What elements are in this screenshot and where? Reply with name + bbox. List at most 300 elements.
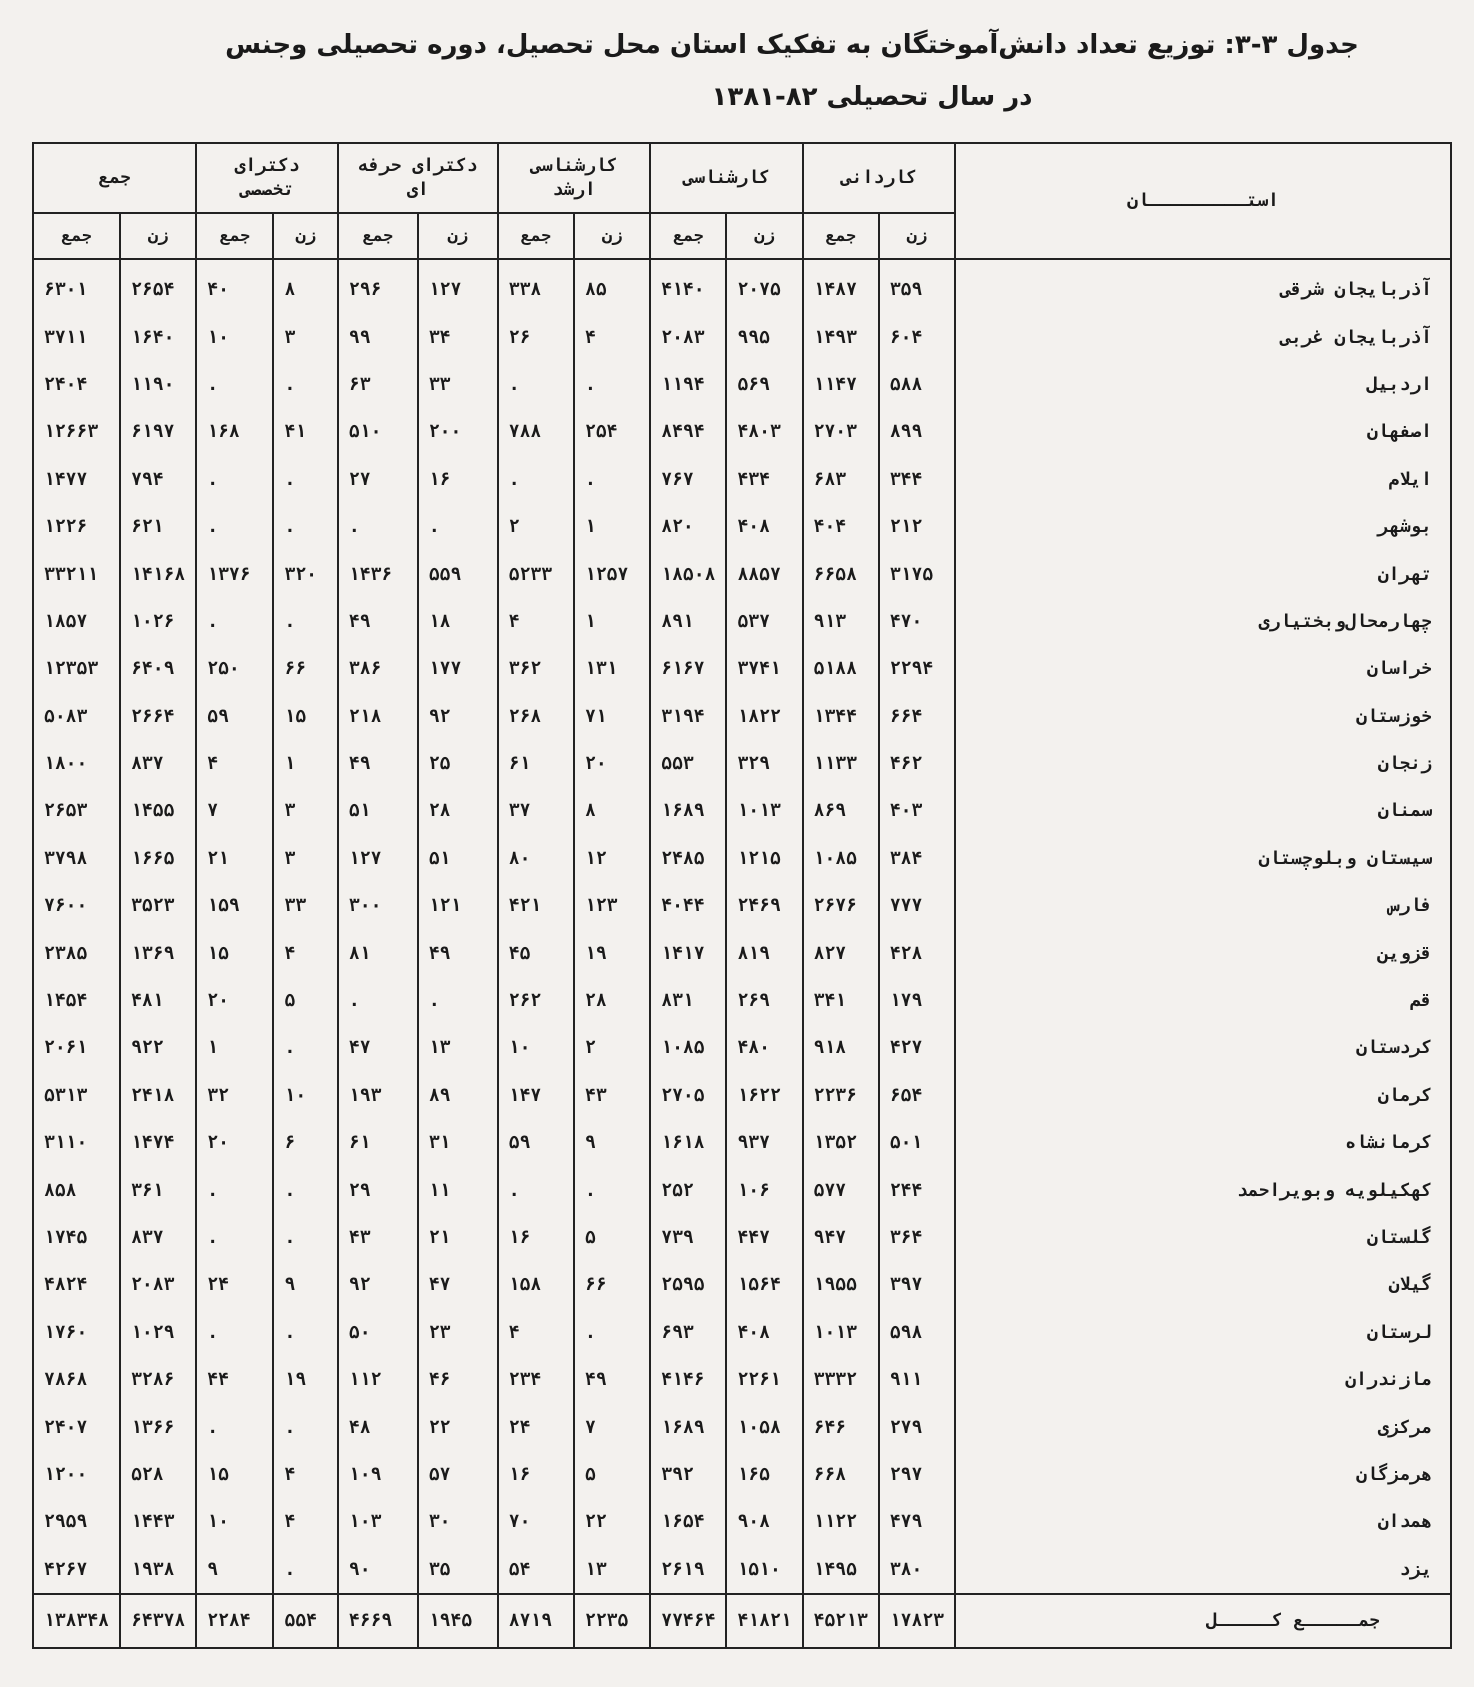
value-cell: ۱۵۱۰ <box>726 1546 802 1594</box>
value-cell: . <box>338 503 418 550</box>
value-cell: ۱۳۵۲ <box>803 1119 879 1166</box>
value-cell: ۶۶۸ <box>803 1451 879 1498</box>
value-cell: ۲۵ <box>418 740 498 787</box>
value-cell: . <box>196 1309 273 1356</box>
value-cell: ۴ <box>196 740 273 787</box>
subheader-female: زن <box>574 213 650 259</box>
value-cell: ۲۱ <box>418 1214 498 1261</box>
value-cell: ۴۸۰ <box>726 1024 802 1071</box>
province-cell: گیلان <box>955 1261 1451 1308</box>
value-cell: ۵۴ <box>498 1546 574 1594</box>
value-cell: . <box>196 503 273 550</box>
group-header-total: جمع <box>33 143 196 213</box>
value-cell: ۱۵ <box>196 1451 273 1498</box>
value-cell: ۱۹ <box>574 929 650 976</box>
value-cell: ۸۹۹ <box>879 408 955 455</box>
value-cell: ۷۶۷ <box>650 456 726 503</box>
value-cell: . <box>574 1166 650 1213</box>
value-cell: ۱۴۷ <box>498 1072 574 1119</box>
value-cell: ۱۰ <box>196 313 273 360</box>
value-cell: ۷۶۰۰ <box>33 882 120 929</box>
value-cell: ۷ <box>196 787 273 834</box>
value-cell: ۹۲۲ <box>120 1024 196 1071</box>
value-cell: ۲۹۷ <box>879 1451 955 1498</box>
value-cell: ۴۷۹ <box>879 1498 955 1545</box>
table-row <box>33 503 1451 550</box>
value-cell: ۱۱۹۰ <box>120 361 196 408</box>
value-cell: ۱۶ <box>418 456 498 503</box>
value-cell: ۴۹ <box>338 740 418 787</box>
value-cell: ۵ <box>574 1214 650 1261</box>
province-cell: تهران <box>955 550 1451 597</box>
value-cell: ۲ <box>574 1024 650 1071</box>
value-cell: ۶۲۱ <box>120 503 196 550</box>
value-cell: ۳۲۰ <box>273 550 337 597</box>
value-cell: ۳۰۰ <box>338 882 418 929</box>
value-cell: ۵۸۸ <box>879 361 955 408</box>
value-cell: ۵۹۸ <box>879 1309 955 1356</box>
value-cell: ۱۷۹ <box>879 977 955 1024</box>
subheader-total: جمع <box>498 213 574 259</box>
value-cell: . <box>574 361 650 408</box>
province-cell: ایلام <box>955 456 1451 503</box>
value-cell: . <box>273 1024 337 1071</box>
value-cell: ۲۱۲ <box>879 503 955 550</box>
table-row <box>33 1166 1451 1213</box>
table-body <box>33 259 1451 1594</box>
value-cell: ۱۲۵۷ <box>574 550 650 597</box>
province-cell: چهارمحال‌وبختیاری <box>955 598 1451 645</box>
value-cell: ۸۲۷ <box>803 929 879 976</box>
value-cell: ۱۴۹۵ <box>803 1546 879 1594</box>
value-cell: ۴۰۸ <box>726 503 802 550</box>
table-row <box>33 1546 1451 1594</box>
value-cell: ۴۲۸ <box>879 929 955 976</box>
value-cell: ۲۴۸۵ <box>650 835 726 882</box>
value-cell: ۱۳۱ <box>574 645 650 692</box>
value-cell: ۷۹۴ <box>120 456 196 503</box>
value-cell: ۱۲۷ <box>338 835 418 882</box>
value-cell: ۳۳۸ <box>498 259 574 313</box>
value-cell: ۲۹۶ <box>338 259 418 313</box>
value-cell: ۷۳۹ <box>650 1214 726 1261</box>
value-cell: ۲۲۹۴ <box>879 645 955 692</box>
subheader-female: زن <box>726 213 802 259</box>
value-cell: ۲۲۶۱ <box>726 1356 802 1403</box>
province-cell: قم <box>955 977 1451 1024</box>
table-row <box>33 550 1451 597</box>
table-row <box>33 693 1451 740</box>
value-cell: ۸۱۹ <box>726 929 802 976</box>
value-cell: ۳ <box>273 787 337 834</box>
value-cell: ۱۷۷ <box>418 645 498 692</box>
value-cell: ۵۵۳ <box>650 740 726 787</box>
value-cell: ۵۱۸۸ <box>803 645 879 692</box>
value-cell: ۴ <box>273 929 337 976</box>
value-cell: ۱۴۴۳ <box>120 1498 196 1545</box>
value-cell: ۲۳ <box>418 1309 498 1356</box>
value-cell: ۱۲ <box>574 835 650 882</box>
value-cell: ۸۰ <box>498 835 574 882</box>
value-cell: ۳۳۳۲ <box>803 1356 879 1403</box>
value-cell: ۱۰۱۳ <box>726 787 802 834</box>
total-cell: ۴۱۸۲۱ <box>726 1594 802 1648</box>
value-cell: . <box>196 598 273 645</box>
value-cell: ۱۰۲۹ <box>120 1309 196 1356</box>
value-cell: ۱۲۱۵ <box>726 835 802 882</box>
value-cell: ۶۵۴ <box>879 1072 955 1119</box>
value-cell: ۷۰ <box>498 1498 574 1545</box>
table-row <box>33 1119 1451 1166</box>
value-cell: ۳۰ <box>418 1498 498 1545</box>
value-cell: ۱۳۶۹ <box>120 929 196 976</box>
value-cell: ۳ <box>273 835 337 882</box>
value-cell: ۲۶ <box>498 313 574 360</box>
value-cell: ۳۳۲۱۱ <box>33 550 120 597</box>
value-cell: ۳۴ <box>418 313 498 360</box>
value-cell: ۱۸۰۰ <box>33 740 120 787</box>
value-cell: ۶۱ <box>498 740 574 787</box>
value-cell: ۸۳۷ <box>120 740 196 787</box>
total-cell: ۵۵۴ <box>273 1594 337 1648</box>
value-cell: . <box>273 1166 337 1213</box>
value-cell: ۹۰ <box>338 1546 418 1594</box>
value-cell: ۱۵۶۴ <box>726 1261 802 1308</box>
total-cell: ۱۹۴۵ <box>418 1594 498 1648</box>
value-cell: . <box>338 977 418 1024</box>
value-cell: ۷۱ <box>574 693 650 740</box>
table-row <box>33 1024 1451 1071</box>
table-subtitle: در سال تحصیلی ۸۲-۱۳۸۱ <box>711 82 1033 112</box>
value-cell: ۱۰ <box>498 1024 574 1071</box>
group-header-associate: کاردانی <box>803 143 955 213</box>
table-row <box>33 1356 1451 1403</box>
value-cell: ۲۶۲ <box>498 977 574 1024</box>
value-cell: ۴۹ <box>338 598 418 645</box>
province-cell: کرمانشاه <box>955 1119 1451 1166</box>
value-cell: ۱۶۵ <box>726 1451 802 1498</box>
value-cell: ۱۶ <box>498 1214 574 1261</box>
subheader-female: زن <box>120 213 196 259</box>
value-cell: ۱۸۵۷ <box>33 598 120 645</box>
value-cell: ۱۵ <box>196 929 273 976</box>
value-cell: ۱۶۸۹ <box>650 1403 726 1450</box>
value-cell: ۲۰ <box>196 1119 273 1166</box>
table-row <box>33 787 1451 834</box>
value-cell: ۳۴۱ <box>803 977 879 1024</box>
value-cell: ۳۶۴ <box>879 1214 955 1261</box>
value-cell: ۲۴ <box>498 1403 574 1450</box>
value-cell: ۸۱ <box>338 929 418 976</box>
value-cell: ۲۰۷۵ <box>726 259 802 313</box>
table-row <box>33 645 1451 692</box>
value-cell: ۴۲۷ <box>879 1024 955 1071</box>
table-row <box>33 1498 1451 1545</box>
value-cell: ۵۷۷ <box>803 1166 879 1213</box>
value-cell: ۱۹۳ <box>338 1072 418 1119</box>
value-cell: ۱۱۹۴ <box>650 361 726 408</box>
value-cell: ۴ <box>498 598 574 645</box>
subheader-female: زن <box>418 213 498 259</box>
value-cell: ۸ <box>574 787 650 834</box>
value-cell: ۲۷۰۵ <box>650 1072 726 1119</box>
value-cell: ۵۰۸۳ <box>33 693 120 740</box>
value-cell: ۵۲۸ <box>120 1451 196 1498</box>
province-header: استـــــــــان <box>955 143 1451 259</box>
value-cell: . <box>574 456 650 503</box>
value-cell: ۱۳ <box>574 1546 650 1594</box>
value-cell: ۵۰ <box>338 1309 418 1356</box>
value-cell: ۲۰ <box>196 977 273 1024</box>
value-cell: ۱۴۹۳ <box>803 313 879 360</box>
value-cell: ۲۶۷۶ <box>803 882 879 929</box>
total-cell: ۱۷۸۲۳ <box>879 1594 955 1648</box>
value-cell: ۴۱۴۶ <box>650 1356 726 1403</box>
value-cell: . <box>196 1166 273 1213</box>
province-cell: مازندران <box>955 1356 1451 1403</box>
value-cell: ۶۴۰۹ <box>120 645 196 692</box>
value-cell: ۲۹۵۹ <box>33 1498 120 1545</box>
province-cell: کهکیلویه وبویراحمد <box>955 1166 1451 1213</box>
value-cell: ۱۳۶۶ <box>120 1403 196 1450</box>
value-cell: ۶۳۰۱ <box>33 259 120 313</box>
value-cell: ۳۲۹ <box>726 740 802 787</box>
value-cell: ۱۵۸ <box>498 1261 574 1308</box>
group-header-bachelor: کارشناسی <box>650 143 802 213</box>
header-row-groups <box>33 143 1451 213</box>
value-cell: ۴۰ <box>196 259 273 313</box>
table-row <box>33 1403 1451 1450</box>
value-cell: ۱۱۴۷ <box>803 361 879 408</box>
value-cell: ۸۵۸ <box>33 1166 120 1213</box>
value-cell: . <box>498 1166 574 1213</box>
table-title: جدول ۳-۳: توزیع تعداد دانش‌آموختگان به تفکیک استان محل تحصیل، دوره تحصیلی وجنس <box>225 30 1359 60</box>
value-cell: ۹۴۷ <box>803 1214 879 1261</box>
province-cell: زنجان <box>955 740 1451 787</box>
value-cell: ۹ <box>574 1119 650 1166</box>
value-cell: ۴ <box>273 1451 337 1498</box>
value-cell: ۲۶۱۹ <box>650 1546 726 1594</box>
value-cell: ۵۱ <box>418 835 498 882</box>
value-cell: ۲۰۶۱ <box>33 1024 120 1071</box>
value-cell: ۳۹۷ <box>879 1261 955 1308</box>
value-cell: ۴۸۱ <box>120 977 196 1024</box>
value-cell: ۳۶۱ <box>120 1166 196 1213</box>
value-cell: ۱۲۳ <box>574 882 650 929</box>
subheader-total: جمع <box>33 213 120 259</box>
value-cell: ۶۱۹۷ <box>120 408 196 455</box>
value-cell: ۲۴۴ <box>879 1166 955 1213</box>
total-cell: ۸۷۱۹ <box>498 1594 574 1648</box>
subheader-female: زن <box>879 213 955 259</box>
value-cell: ۵ <box>574 1451 650 1498</box>
value-cell: ۲۴۱۸ <box>120 1072 196 1119</box>
value-cell: ۱۸۵۰۸ <box>650 550 726 597</box>
value-cell: ۱۴۱۷ <box>650 929 726 976</box>
value-cell: ۲۰ <box>574 740 650 787</box>
value-cell: ۶۶۴ <box>879 693 955 740</box>
province-cell: آذربایجان شرقی <box>955 259 1451 313</box>
value-cell: . <box>273 1309 337 1356</box>
value-cell: ۱۳۷۶ <box>196 550 273 597</box>
value-cell: . <box>574 1309 650 1356</box>
value-cell: ۵۳۷ <box>726 598 802 645</box>
value-cell: ۴۲۶۷ <box>33 1546 120 1594</box>
value-cell: ۶۰۴ <box>879 313 955 360</box>
value-cell: ۶۱۶۷ <box>650 645 726 692</box>
value-cell: ۲۲ <box>418 1403 498 1450</box>
value-cell: ۹۹۵ <box>726 313 802 360</box>
value-cell: ۲۸ <box>574 977 650 1024</box>
value-cell: ۱۶۵۴ <box>650 1498 726 1545</box>
value-cell: ۷۸۶۸ <box>33 1356 120 1403</box>
value-cell: ۱۲۲۶ <box>33 503 120 550</box>
value-cell: ۱۴۱۶۸ <box>120 550 196 597</box>
value-cell: ۱۱۲ <box>338 1356 418 1403</box>
table-row <box>33 1214 1451 1261</box>
table-row <box>33 882 1451 929</box>
value-cell: ۸۳۱ <box>650 977 726 1024</box>
value-cell: ۲۵۴ <box>574 408 650 455</box>
value-cell: ۸ <box>273 259 337 313</box>
value-cell: ۵۹ <box>498 1119 574 1166</box>
value-cell: ۲۷۹ <box>879 1403 955 1450</box>
value-cell: ۹۱۸ <box>803 1024 879 1071</box>
value-cell: ۴۷ <box>418 1261 498 1308</box>
value-cell: ۴۲۱ <box>498 882 574 929</box>
province-cell: آذربایجان غربی <box>955 313 1451 360</box>
value-cell: ۱۰۳ <box>338 1498 418 1545</box>
value-cell: ۱۴۵۴ <box>33 977 120 1024</box>
value-cell: ۱ <box>574 503 650 550</box>
value-cell: ۳۱۹۴ <box>650 693 726 740</box>
value-cell: ۲۳۴ <box>498 1356 574 1403</box>
value-cell: ۱۳ <box>418 1024 498 1071</box>
total-cell: ۴۶۶۹ <box>338 1594 418 1648</box>
value-cell: ۴۳ <box>338 1214 418 1261</box>
total-cell: ۴۵۲۱۳ <box>803 1594 879 1648</box>
value-cell: ۲۴ <box>196 1261 273 1308</box>
value-cell: ۴ <box>498 1309 574 1356</box>
group-header-professional-doctorate: دکترای حرفه ای <box>338 143 498 213</box>
value-cell: ۴۴ <box>196 1356 273 1403</box>
value-cell: ۸۸۵۷ <box>726 550 802 597</box>
value-cell: ۴۷ <box>338 1024 418 1071</box>
value-cell: ۲۰۸۳ <box>120 1261 196 1308</box>
province-cell: هرمزگان <box>955 1451 1451 1498</box>
value-cell: ۶۳ <box>338 361 418 408</box>
value-cell: ۴۷۰ <box>879 598 955 645</box>
value-cell: ۳۳ <box>418 361 498 408</box>
value-cell: . <box>498 456 574 503</box>
value-cell: . <box>273 1546 337 1594</box>
value-cell: ۲۵۹۵ <box>650 1261 726 1308</box>
value-cell: ۱۰۲۶ <box>120 598 196 645</box>
value-cell: . <box>196 1214 273 1261</box>
value-cell: ۶۶۵۸ <box>803 550 879 597</box>
value-cell: . <box>196 361 273 408</box>
value-cell: ۲۵۲ <box>650 1166 726 1213</box>
value-cell: ۳۴۴ <box>879 456 955 503</box>
province-cell: کردستان <box>955 1024 1451 1071</box>
value-cell: ۸۹ <box>418 1072 498 1119</box>
value-cell: ۴ <box>273 1498 337 1545</box>
subheader-total: جمع <box>196 213 273 259</box>
value-cell: ۳۳ <box>273 882 337 929</box>
value-cell: ۱۲۱ <box>418 882 498 929</box>
value-cell: ۴ <box>574 313 650 360</box>
value-cell: ۲۱ <box>196 835 273 882</box>
value-cell: ۸۵ <box>574 259 650 313</box>
table-row <box>33 361 1451 408</box>
value-cell: ۵۵۹ <box>418 550 498 597</box>
value-cell: ۳۷۱۱ <box>33 313 120 360</box>
value-cell: ۴۶۲ <box>879 740 955 787</box>
value-cell: ۱۴۳۶ <box>338 550 418 597</box>
value-cell: ۱۶۸ <box>196 408 273 455</box>
value-cell: ۱۱۲۲ <box>803 1498 879 1545</box>
value-cell: ۱۸۲۲ <box>726 693 802 740</box>
value-cell: ۳۲۸۶ <box>120 1356 196 1403</box>
value-cell: . <box>273 456 337 503</box>
value-cell: ۱۹ <box>273 1356 337 1403</box>
value-cell: ۴۱ <box>273 408 337 455</box>
value-cell: ۸۶۹ <box>803 787 879 834</box>
value-cell: ۱۲۰۰ <box>33 1451 120 1498</box>
value-cell: ۱۶ <box>498 1451 574 1498</box>
value-cell: ۳۵۹ <box>879 259 955 313</box>
table-row <box>33 408 1451 455</box>
value-cell: ۳۹۲ <box>650 1451 726 1498</box>
value-cell: ۹۱۱ <box>879 1356 955 1403</box>
value-cell: ۴۸ <box>338 1403 418 1450</box>
province-cell: بوشهر <box>955 503 1451 550</box>
province-cell: خوزستان <box>955 693 1451 740</box>
province-cell: لرستان <box>955 1309 1451 1356</box>
value-cell: ۱۸ <box>418 598 498 645</box>
value-cell: ۴۳ <box>574 1072 650 1119</box>
group-header-master: کارشناسی ارشد <box>498 143 651 213</box>
province-cell: اصفهان <box>955 408 1451 455</box>
value-cell: ۶۶ <box>574 1261 650 1308</box>
value-cell: ۲۳۸۵ <box>33 929 120 976</box>
value-cell: ۲۱۸ <box>338 693 418 740</box>
value-cell: ۸۲۰ <box>650 503 726 550</box>
value-cell: ۱۰۹ <box>338 1451 418 1498</box>
value-cell: ۵۳۱۳ <box>33 1072 120 1119</box>
value-cell: ۳۲ <box>196 1072 273 1119</box>
value-cell: ۲۹ <box>338 1166 418 1213</box>
value-cell: ۲۶۵۳ <box>33 787 120 834</box>
value-cell: ۴۰۸ <box>726 1309 802 1356</box>
value-cell: ۵ <box>273 977 337 1024</box>
value-cell: ۳۵ <box>418 1546 498 1594</box>
value-cell: . <box>273 1214 337 1261</box>
value-cell: ۶۹۳ <box>650 1309 726 1356</box>
value-cell: ۴۰۳ <box>879 787 955 834</box>
value-cell: ۳۷ <box>498 787 574 834</box>
value-cell: ۴۴۷ <box>726 1214 802 1261</box>
value-cell: ۱۹۵۵ <box>803 1261 879 1308</box>
value-cell: ۳۱۱۰ <box>33 1119 120 1166</box>
value-cell: ۲۷ <box>338 456 418 503</box>
value-cell: ۱۴۵۵ <box>120 787 196 834</box>
value-cell: ۵۰۱ <box>879 1119 955 1166</box>
value-cell: ۲۵۰ <box>196 645 273 692</box>
value-cell: ۱ <box>574 598 650 645</box>
value-cell: ۴۹ <box>574 1356 650 1403</box>
province-cell: کرمان <box>955 1072 1451 1119</box>
